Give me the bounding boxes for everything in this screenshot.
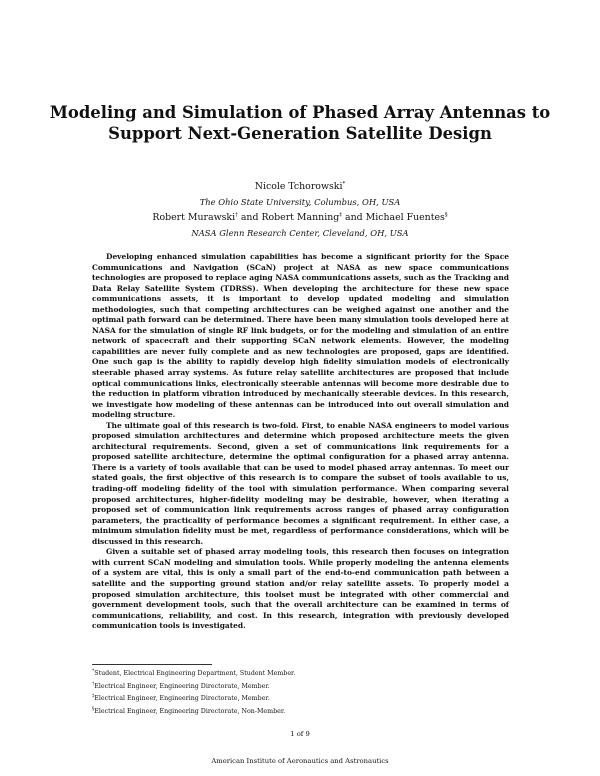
author-mark: §: [444, 212, 448, 218]
abstract-paragraph: Developing enhanced simulation capabilities has become a significant priority for the Space Communications and Navigation (SCaN) project at NASA as new space communications technologies are proposed to replace aging NASA communications assets, such as the Tracking and Data Relay Satellite System (TDRSS). When developing the architecture for these new space communications assets, it is important to develop updated modeling and simulation methodologies, such that competing architectures can be weighed against one another and the optimal path forward can be determined. There have been many simulation tools developed here at NASA for the simulation of single RF link budgets, or for the modeling and simulation of an entire network of spacecraft and their supporting SCaN network elements. However, the modeling capabilities are never fully complete and as new technologies are proposed, gaps are identified. One such gap is the ability to rapidly develop high fidelity simulation models of electronically steerable phased array systems. As future relay satellite architectures are proposed that include optical communications links, electronically steerable antennas will become more desirable due to the reduction in platform vibration introduced by mechanically steerable devices. In this research, we investigate how modeling of these antennas can be introduced into out overall simulation and modeling structure.: [92, 252, 509, 420]
author-mark: †: [235, 212, 238, 218]
author-name: Michael Fuentes: [365, 212, 445, 224]
affiliation-1: The Ohio State University, Columbus, OH, USA: [199, 197, 401, 207]
paper-title: Modeling and Simulation of Phased Array Antennas to Support Next-Generation Satellite Design: [49, 103, 551, 143]
footnote-text: Electrical Engineer, Engineering Directorate, Member.: [94, 695, 270, 703]
page-footer: American Institute of Aeronautics and Astronautics: [211, 757, 389, 765]
footnote: [92, 667, 512, 680]
author-name: Nicole Tchorowski: [254, 181, 343, 193]
author-separator: and: [237, 212, 262, 224]
affiliation-2: NASA Glenn Research Center, Cleveland, OH, USA: [191, 228, 409, 238]
author-line-2: [0, 212, 600, 223]
author-mark: *: [342, 181, 346, 187]
author-name: Robert Murawski: [152, 212, 236, 224]
abstract: [92, 252, 509, 632]
page-number: 1 of 9: [290, 730, 310, 738]
footnote-text: Electrical Engineer, Engineering Directorate, Member.: [94, 682, 270, 690]
footnote-divider: [92, 664, 212, 665]
footnotes: [92, 667, 512, 717]
abstract-paragraph: Given a suitable set of phased array modeling tools, this research then focuses on integration with current SCaN modeling and simulation tools. While properly modeling the antenna elements of a system are vital, this is only a small part of the end-to-end communication path between a satellite and the supporting ground station and/or relay satellite assets. To properly model a proposed simulation architecture, this toolset must be integrated with other commercial and government development tools, such that the overall architecture can be examined in terms of communications, reliability, and cost. In this research, integration with previously developed communication tools is investigated.: [92, 547, 509, 631]
footnote-mark: *: [92, 669, 95, 674]
author-separator: and: [342, 212, 366, 224]
footnote: [92, 680, 512, 693]
footnote-text: Student, Electrical Engineering Department, Student Member.: [94, 670, 296, 678]
footnote: [92, 705, 512, 718]
author-line-1: [0, 181, 600, 192]
footnote-mark: †: [92, 681, 95, 687]
abstract-paragraph: The ultimate goal of this research is two-fold. First, to enable NASA engineers to model various proposed simulation architectures and determine which proposed architecture meets the given architectural requirements. Second, given a set of communications link requirements for a proposed satellite architecture, determine the optimal configuration for a phased array antenna. There is a variety of tools available that can be used to model phased array antennas. To meet our stated goals, the first objective of this research is to compare the subset of tools available to us, trading-off modeling fidelity of the tool with simulation performance. When comparing several proposed architectures, higher-fidelity modeling may be desirable, however, when iterating a proposed set of communication link requirements across ranges of phased array configuration parameters, the practicality of performance becomes a significant requirement. In either case, a minimum simulation fidelity must be met, regardless of performance considerations, which will be discussed in this research.: [92, 420, 509, 546]
footnote-mark: ‡: [92, 694, 95, 699]
author-mark: ‡: [339, 212, 342, 218]
footnote-text: Electrical Engineer, Engineering Directorate, Non-Member.: [94, 707, 286, 715]
author-name: Robert Manning: [261, 212, 340, 224]
footnote: [92, 692, 512, 705]
footnote-mark: §: [92, 706, 95, 712]
